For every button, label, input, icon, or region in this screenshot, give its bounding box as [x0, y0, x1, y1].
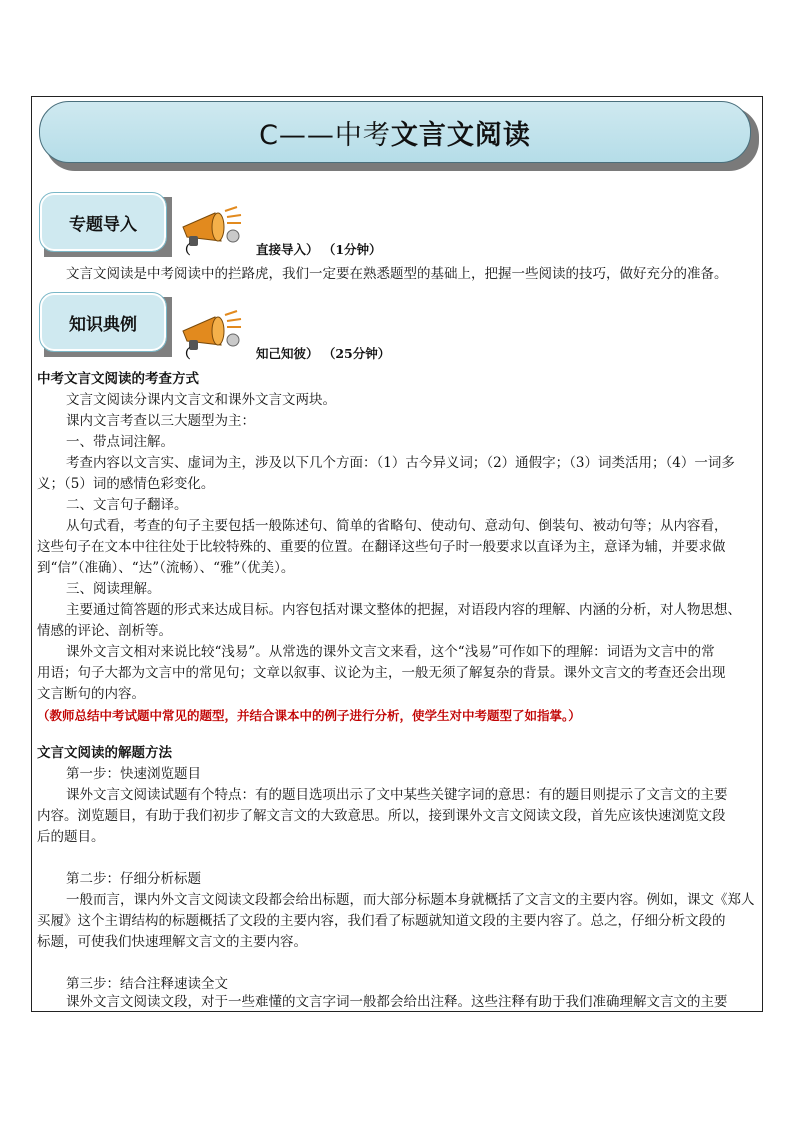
page-title: [259, 113, 531, 152]
paragraph-line: 文言断句的内容。: [37, 686, 145, 702]
intro-text: 文言文阅读是中考阅读中的拦路虎，我们一定要在熟悉题型的基础上，把握一些阅读的技巧，做好充分的准备。: [66, 266, 728, 282]
section-1-label: 专题导入: [69, 214, 137, 235]
paragraph-line: 一般而言，课内外文言文阅读文段都会给出标题，而大部分标题本身就概括了文言文的主要内容。例如，课文《郑人: [66, 892, 755, 908]
section-2-text: 知己知彼） （25分钟）: [256, 346, 391, 361]
paragraph-line: 课外文言文阅读试题有个特点：有的题目选项出示了文中某些关键字词的意思：有的题目则提示了文言文的主要: [66, 787, 728, 803]
paragraph-line: 课外文言文相对来说比较“浅易”。从常选的课外文言文来看，这个“浅易”可作如下的理解：词语为文言中的常: [66, 644, 715, 660]
title-banner: [39, 101, 751, 163]
paragraph-line: 情感的评论、剖析等。: [37, 623, 172, 639]
section-1-text: 直接导入） （1分钟）: [256, 242, 382, 257]
paragraph-line: 这些句子在文本中往往处于比较特殊的、重要的位置。在翻译这些句子时一般要求以直译为主，意译为辅，并要求做: [37, 539, 726, 555]
page-title-main: 文言文阅读: [390, 120, 531, 151]
section-2-label: 知识典例: [69, 314, 137, 335]
paragraph-line: 文言文阅读分课内文言文和课外文言文两块。: [66, 392, 336, 408]
paragraph-line: 从句式看，考查的句子主要包括一般陈述句、简单的省略句、使动句、意动句、倒装句、被动句等；从内容看，: [66, 518, 728, 534]
paragraph-line: 标题，可使我们快速理解文言文的主要内容。: [37, 934, 307, 950]
teacher-note: （教师总结中考试题中常见的题型，并结合课本中的例子进行分析，使学生对中考题型了如指掌。）: [37, 708, 581, 723]
heading-solving-method: 文言文阅读的解题方法: [37, 745, 172, 761]
section-2-box: [40, 293, 166, 351]
paragraph-line: 后的题目。: [37, 829, 105, 845]
section-1-paren: （: [178, 242, 191, 257]
paragraph-line: 课外文言文阅读文段，对于一些难懂的文言字词一般都会给出注释。这些注释有助于我们准确理解文言文的主要: [66, 994, 728, 1010]
step-title: 第三步：结合注释速读全文: [66, 976, 228, 992]
paragraph-line: 主要通过简答题的形式来达成目标。内容包括对课文整体的把握，对语段内容的理解、内涵的分析，对人物思想、: [66, 602, 741, 618]
heading-exam-method: 中考文言文阅读的考查方式: [37, 371, 199, 387]
paragraph-line: 考查内容以文言实、虚词为主，涉及以下几个方面：（1）古今异义词；（2）通假字；（3）词类活用；（4）一词多: [66, 455, 735, 471]
paragraph-line: 用语；句子大都为文言中的常见句；文章以叙事、议论为主，一般无须了解复杂的背景。课外文言文的考查还会出现: [37, 665, 726, 681]
paragraph-line: 到“信”（准确）、“达”（流畅）、“雅”（优美）。: [37, 560, 295, 576]
paragraph-line: 二、文言句子翻译。: [66, 497, 188, 513]
paragraph-line: 课内文言考查以三大题型为主：: [66, 413, 255, 429]
paragraph-line: 内容。浏览题目，有助于我们初步了解文言文的大致意思。所以，接到课外文言文阅读文段，首先应该快速浏览文段: [37, 808, 726, 824]
section-2-paren: （: [178, 346, 191, 361]
paragraph-line: 义；（5）词的感情色彩变化。: [37, 476, 215, 492]
section-1-box: [40, 193, 166, 251]
step-title: 第二步：仔细分析标题: [66, 871, 201, 887]
paragraph-line: 买履》这个主谓结构的标题概括了文段的主要内容，我们看了标题就知道文段的主要内容了。总之，仔细分析文段的: [37, 913, 726, 929]
paragraph-line: 一、带点词注解。: [66, 434, 174, 450]
paragraph-line: 三、阅读理解。: [66, 581, 161, 597]
step-title: 第一步：快速浏览题目: [66, 766, 201, 782]
page-title-prefix: C——中考: [259, 120, 391, 151]
